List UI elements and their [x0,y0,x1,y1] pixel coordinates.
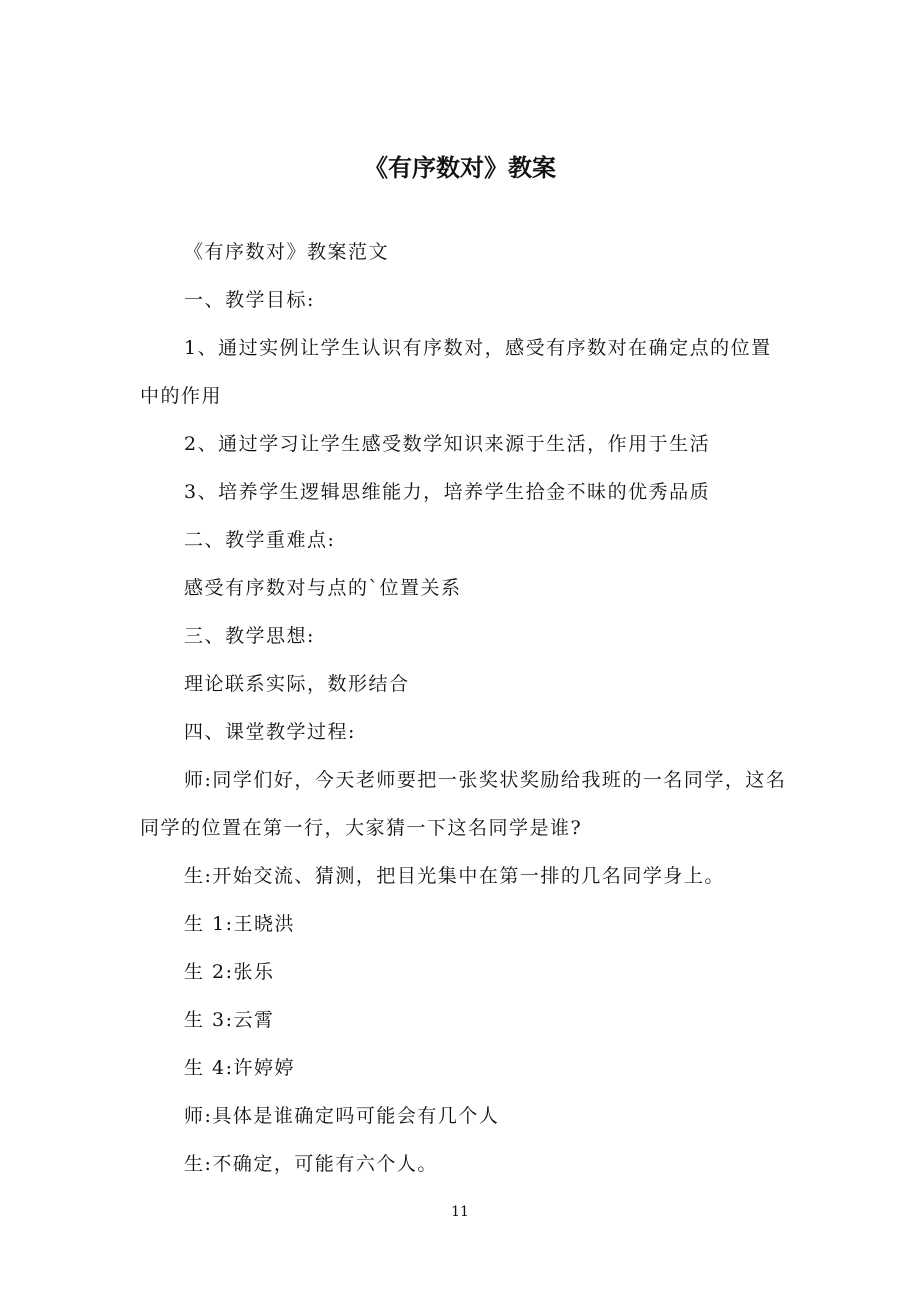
section-heading: 三、教学思想: [184,625,315,647]
paragraph: 生 1:王晓洪 [184,913,296,935]
paragraph: 师:具体是谁确定吗可能会有几个人 [184,1105,500,1127]
section-heading: 一、教学目标: [184,289,315,311]
paragraph: 生 2:张乐 [184,961,275,983]
paragraph: 感受有序数对与点的`位置关系 [184,577,462,599]
paragraph: 2、通过学习让学生感受数学知识来源于生活，作用于生活 [184,433,711,455]
document-title: 《有序数对》教案 [364,154,556,182]
section-heading: 四、课堂教学过程: [184,721,356,743]
document-body [140,228,790,1188]
page-number: 11 [451,1204,469,1220]
paragraph: 生 3:云霄 [184,1009,275,1031]
paragraph: 师:同学们好，今天老师要把一张奖状奖励给我班的一名同学，这名同学的位置在第一行，大家猜一下这名同学是谁? [140,769,787,839]
paragraph: 3、培养学生逻辑思维能力，培养学生拾金不昧的优秀品质 [184,481,711,503]
paragraph: 生 4:许婷婷 [184,1057,296,1079]
paragraph: 《有序数对》教案范文 [184,241,390,263]
paragraph: 生:开始交流、猜测，把目光集中在第一排的几名同学身上。 [184,865,725,887]
paragraph: 理论联系实际，数形结合 [184,673,410,695]
section-heading: 二、教学重难点: [184,529,336,551]
paragraph: 生:不确定，可能有六个人。 [184,1153,438,1175]
paragraph: 1、通过实例让学生认识有序数对，感受有序数对在确定点的位置中的作用 [140,337,772,407]
